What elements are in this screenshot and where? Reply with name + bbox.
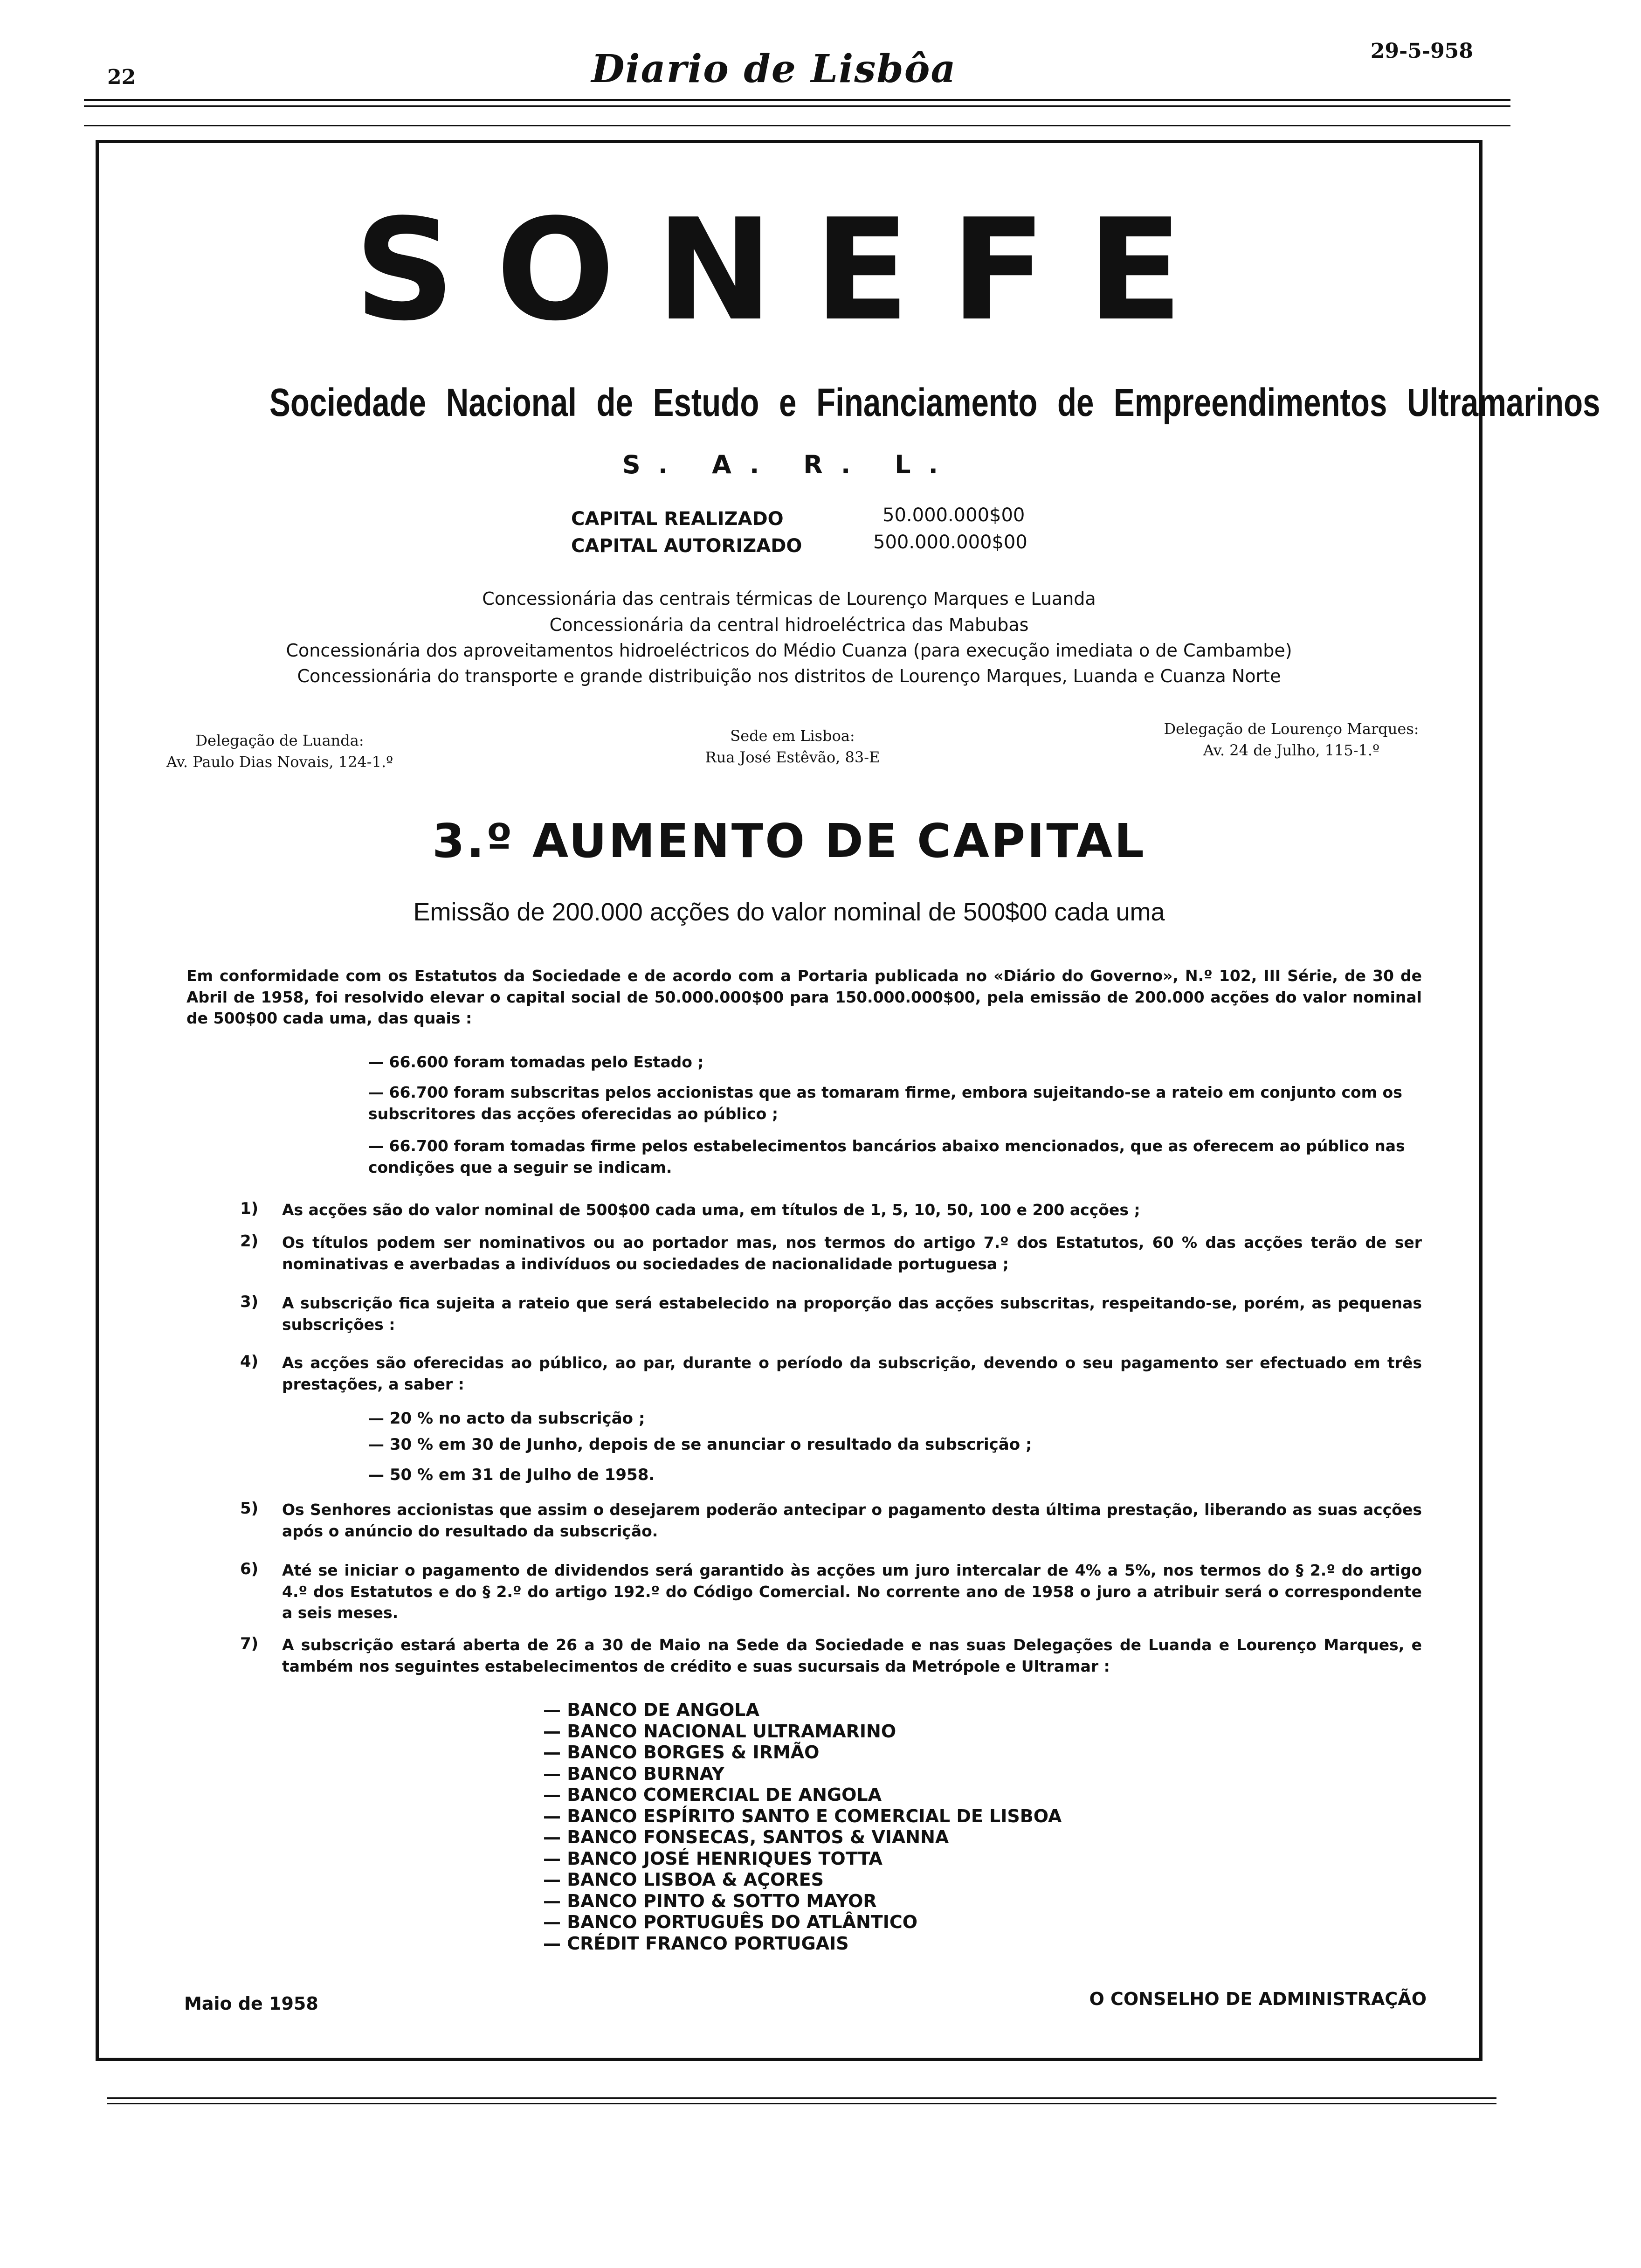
concession-line: Concessionária das centrais térmicas de Lourenço Marques e Luanda: [482, 588, 1096, 609]
item-number: 5): [240, 1499, 259, 1518]
bank-item: — BANCO PORTUGUÊS DO ATLÂNTICO: [543, 1912, 918, 1932]
bank-item: — BANCO LISBOA & AÇORES: [543, 1869, 824, 1890]
condition-item: Os títulos podem ser nominativos ou ao portador mas, nos termos do artigo 7.º dos Estatutos, 60 % das acções terão de ser nominativas e averbadas a indivíduos ou sociedades de nacionalidade portuguesa ;: [282, 1233, 1422, 1273]
footer-rule: [107, 2097, 1496, 2099]
bank-item: — BANCO BURNAY: [543, 1763, 724, 1784]
condition-item: As acções são oferecidas ao público, ao par, durante o período da subscrição, devendo o seu pagamento ser efectuado em três prestações, a saber :: [282, 1354, 1422, 1393]
office-lisboa: [671, 725, 914, 768]
item-number: 4): [240, 1352, 259, 1371]
payment-installment: — 30 % em 30 de Junho, depois de se anunciar o resultado da subscrição ;: [368, 1435, 1032, 1454]
issue-date: 29-5-958: [1370, 39, 1473, 63]
signature: O CONSELHO DE ADMINISTRAÇÃO: [1089, 1989, 1427, 2009]
capital-label: CAPITAL AUTORIZADO: [571, 535, 802, 557]
allocation-item: — 66.600 foram tomadas pelo Estado ;: [368, 1053, 704, 1071]
office-lourenco-marques: [1147, 718, 1436, 761]
concession-line: Concessionária dos aproveitamentos hidroeléctricos do Médio Cuanza (para execução imediata o de Cambambe): [286, 640, 1292, 661]
condition-item: A subscrição estará aberta de 26 a 30 de Maio na Sede da Sociedade e nas suas Delegações de Luanda e Lourenço Marques, e também nos seguintes estabelecimentos de crédito e suas sucursais da Metrópole e Ultramar :: [282, 1636, 1422, 1675]
office-address: Av. 24 de Julho, 115-1.º: [1203, 741, 1380, 760]
condition-item: A subscrição fica sujeita a rateio que será estabelecido na proporção das acções subscritas, respeitando-se, porém, as pequenas subscrições :: [282, 1294, 1422, 1334]
capital-value: 50.000.000$00: [883, 505, 1025, 526]
payment-installment: — 20 % no acto da subscrição ;: [368, 1409, 645, 1428]
bank-item: — BANCO BORGES & IRMÃO: [543, 1742, 820, 1763]
bank-item: — CRÉDIT FRANCO PORTUGAIS: [543, 1933, 849, 1954]
concession-line: Concessionária do transporte e grande distribuição nos distritos de Lourenço Marques, Luanda e Cuanza Norte: [297, 666, 1281, 686]
header-rule-top: [84, 99, 1510, 101]
footer-rule: [107, 2103, 1496, 2104]
item-number: 6): [240, 1560, 259, 1578]
header-rule-thin: [84, 125, 1510, 126]
condition-item: Os Senhores accionistas que assim o desejarem poderão antecipar o pagamento desta última prestação, liberando as suas acções após o anúncio do resultado da subscrição.: [282, 1500, 1422, 1540]
bank-item: — BANCO FONSECAS, SANTOS & VIANNA: [543, 1827, 949, 1847]
office-luanda: [163, 730, 396, 773]
concession-line: Concessionária da central hidroeléctrica das Mabubas: [549, 615, 1029, 635]
payment-installment: — 50 % em 31 de Julho de 1958.: [368, 1466, 655, 1484]
bank-item: — BANCO COMERCIAL DE ANGOLA: [543, 1784, 882, 1805]
item-number: 3): [240, 1293, 259, 1311]
bank-item: — BANCO NACIONAL ULTRAMARINO: [543, 1721, 896, 1742]
company-full-name: Sociedade Nacional de Estudo e Financiamento de Empreendimentos Ultramarinos: [269, 380, 1600, 424]
intro-paragraph: Em conformidade com os Estatutos da Sociedade e de acordo com a Portaria publicada no «Diário do Governo», N.º 102, III Série, de 30 de Abril de 1958, foi resolvido elevar o capital social de 50.000.000$00 para 150.000.000$00, pela emissão de 200.000 acções do valor nominal de 500$00 cada uma, das quais :: [186, 967, 1422, 1028]
bank-list: [543, 1700, 1242, 1954]
emission-line: Emissão de 200.000 acções do valor nominal de 500$00 cada uma: [413, 898, 1165, 926]
office-label: Delegação de Luanda:: [195, 732, 364, 749]
condition-item: As acções são do valor nominal de 500$00 cada uma, em títulos de 1, 5, 10, 50, 100 e 200 acções ;: [282, 1201, 1140, 1219]
item-number: 1): [240, 1199, 259, 1218]
allocation-item: — 66.700 foram subscritas pelos accionistas que as tomaram firme, embora sujeitando-se a rateio em conjunto com os subscritores das acções oferecidas ao público ;: [368, 1083, 1402, 1123]
company-name: SONEFE: [354, 189, 1224, 352]
condition-item: Até se iniciar o pagamento de dividendos será garantido às acções um juro intercalar de 4% a 5%, nos termos do § 2.º do artigo 4.º dos Estatutos e do § 2.º do artigo 192.º do Código Comercial. No corrente ano de 1958 o juro a atribuir será o correspondente a seis meses.: [282, 1561, 1422, 1622]
allocation-item: — 66.700 foram tomadas firme pelos estabelecimentos bancários abaixo mencionados, que as oferecem ao público nas condições que a seguir se indicam.: [368, 1137, 1405, 1176]
item-number: 7): [240, 1634, 259, 1653]
section-heading: 3.º AUMENTO DE CAPITAL: [432, 814, 1146, 868]
office-label: Sede em Lisboa:: [730, 727, 855, 745]
bank-item: — BANCO DE ANGOLA: [543, 1700, 759, 1720]
capital-label: CAPITAL REALIZADO: [571, 508, 784, 530]
page-number: 22: [107, 65, 136, 89]
office-address: Av. Paulo Dias Novais, 124-1.º: [166, 753, 393, 771]
office-label: Delegação de Lourenço Marques:: [1164, 720, 1419, 738]
footer-date: Maio de 1958: [184, 1993, 318, 2014]
item-number: 2): [240, 1232, 259, 1251]
bank-item: — BANCO JOSÉ HENRIQUES TOTTA: [543, 1848, 883, 1869]
newspaper-masthead: Diario de Lisbôa: [591, 47, 957, 91]
legal-form: S. A. R. L.: [622, 450, 956, 479]
capital-value: 500.000.000$00: [873, 532, 1027, 553]
bank-item: — BANCO ESPÍRITO SANTO E COMERCIAL DE LISBOA: [543, 1805, 1062, 1826]
header-rule-bottom: [84, 105, 1510, 107]
bank-item: — BANCO PINTO & SOTTO MAYOR: [543, 1890, 877, 1911]
office-address: Rua José Estêvão, 83-E: [705, 748, 880, 767]
